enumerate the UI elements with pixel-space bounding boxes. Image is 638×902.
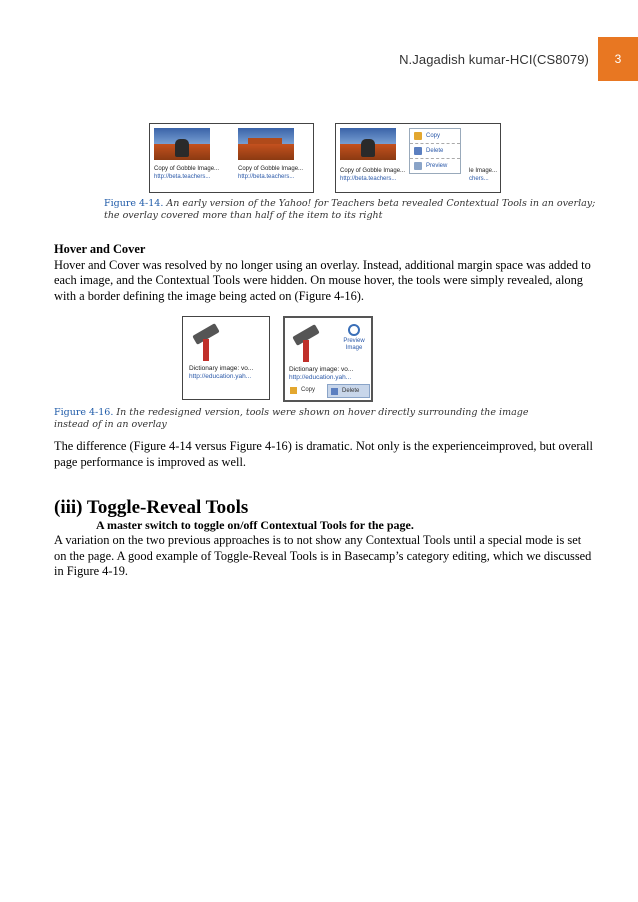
magnifier-icon: [348, 324, 360, 336]
figure-4-16-panel-right: [283, 316, 373, 402]
copy-icon: [414, 132, 422, 140]
figure-4-16-panel-left: [182, 316, 270, 400]
item-caption: Dictionary image: vo... http://education.yah...: [189, 365, 254, 380]
item-caption: Copy of Gobble Image... http://beta.teachers...: [340, 168, 406, 182]
thumbnail-image: [154, 128, 210, 160]
menu-copy[interactable]: Copy: [410, 129, 460, 144]
toggle-reveal-subtitle: A master switch to toggle on/off Contextual Tools for the page.: [96, 518, 414, 532]
hover-cover-body: Hover and Cover was resolved by no longer using an overlay. Instead, additional margin space was added to each image, and the Contextual Tools were hidden. On mouse hover, the tools were simply revealed, along with a border defining the image being acted on (Figure 4-16).: [54, 257, 591, 303]
toggle-reveal-heading: (iii) Toggle-Reveal Tools: [54, 497, 249, 518]
figure-4-14-caption: Figure 4-14. An early version of the Yahoo! for Teachers beta revealed Contextual Tools in an overlay; the overlay covered more than half of the item to its right: [104, 198, 596, 221]
toggle-reveal-body: A variation on the two previous approaches is to not show any Contextual Tools until a special mode is set on the page. A good example of Toggle-Reveal Tools is in Basecamp’s category editing, which we discussed in Figure 4-19.: [54, 533, 592, 578]
telescope-image: [291, 324, 321, 364]
thumbnail-image: [340, 128, 396, 160]
hover-cover-heading: Hover and Cover: [54, 242, 146, 256]
preview-image-tool[interactable]: Preview Image: [339, 324, 369, 352]
delete-tool[interactable]: Delete: [327, 384, 370, 398]
menu-preview[interactable]: Preview: [410, 159, 460, 173]
copy-tool[interactable]: Copy: [287, 384, 326, 396]
preview-icon: [414, 162, 422, 170]
thumbnail-image: [238, 128, 294, 160]
figure-4-14-panel-right: [335, 123, 501, 193]
header-author-course: N.Jagadish kumar-HCI(CS8079): [399, 52, 589, 67]
telescope-image: [191, 323, 221, 363]
figure-4-14-panel-left: [149, 123, 314, 193]
contextual-tools-overlay: [409, 128, 461, 174]
partial-item-caption: le Image... chers...: [469, 168, 498, 182]
delete-icon: [414, 147, 422, 155]
copy-icon: [290, 387, 297, 394]
hover-cover-section: [54, 242, 594, 304]
page-number-badge: 3: [598, 37, 638, 81]
item-caption: Dictionary image: vo... http://education.yah...: [289, 366, 354, 381]
delete-icon: [331, 388, 338, 395]
menu-delete[interactable]: Delete: [410, 144, 460, 159]
difference-paragraph: The difference (Figure 4-14 versus Figure 4-16) is dramatic. Not only is the experienceimproved, but overall page performance is improved as well.: [54, 439, 593, 469]
item-caption: Copy of Gobble Image... http://beta.teachers...: [238, 166, 304, 180]
figure-4-16-caption: Figure 4-16. In the redesigned version, tools were shown on hover directly surrounding the image instead of in an overlay: [54, 407, 529, 430]
item-caption: Copy of Gobble Image... http://beta.teachers...: [154, 166, 220, 180]
